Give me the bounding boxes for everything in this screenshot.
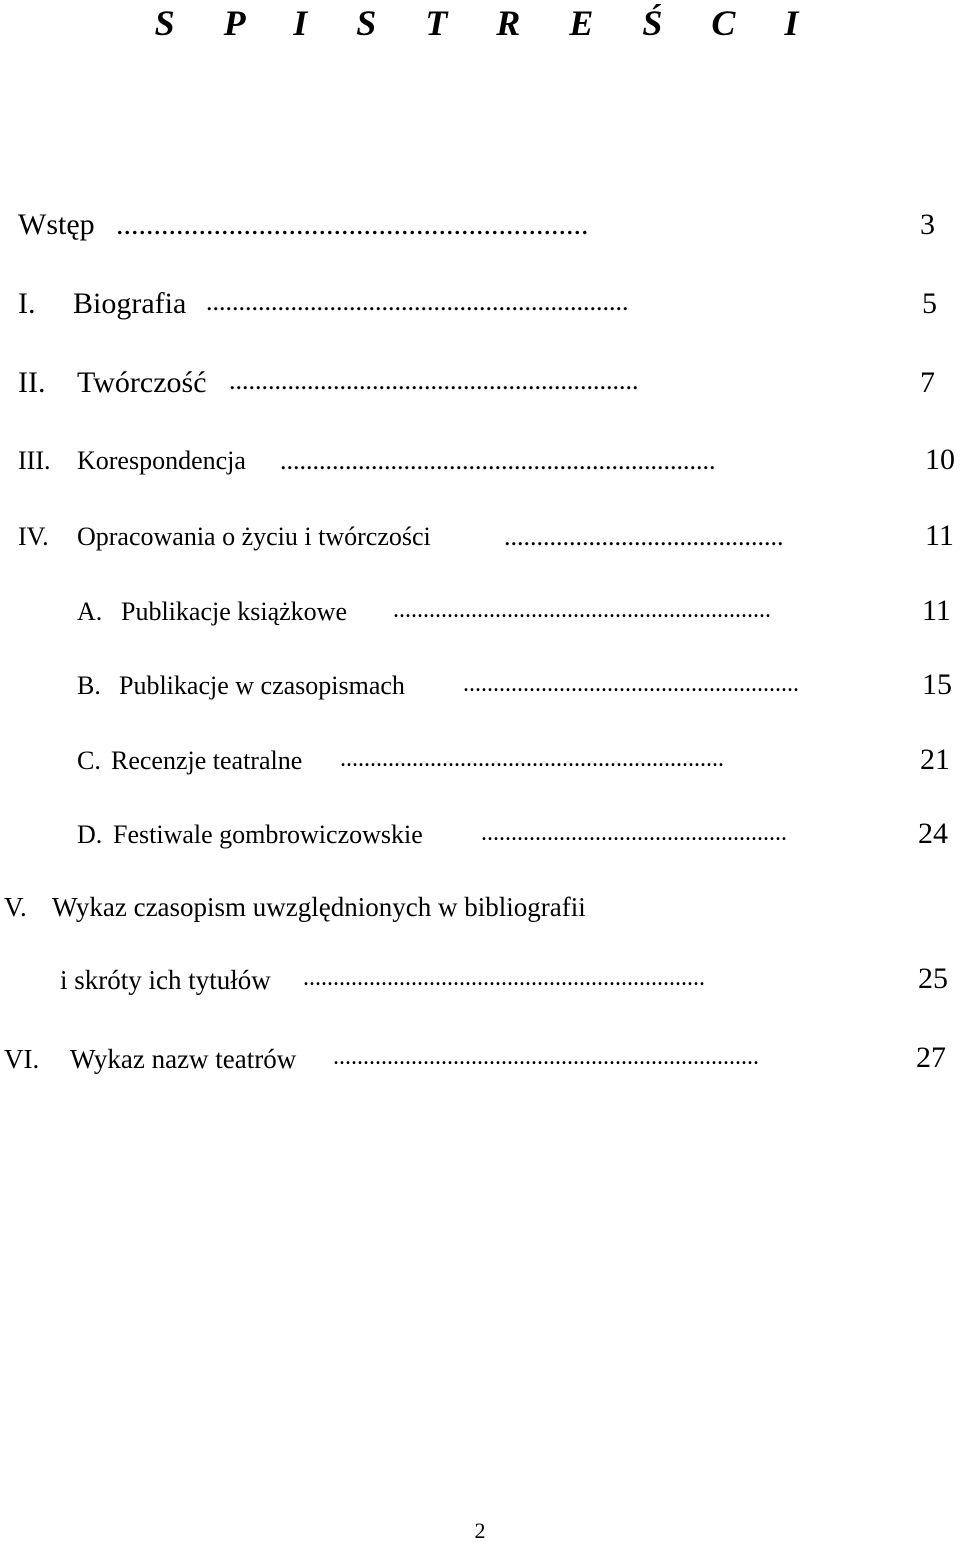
toc-number: V. <box>4 892 27 922</box>
toc-entry-publikacje-w-czasopismach <box>0 668 960 707</box>
toc-label: Publikacje w czasopismach <box>119 671 405 700</box>
toc-dots: ............................................................... <box>229 366 639 395</box>
toc-number: VI. <box>4 1044 40 1074</box>
toc-page: 5 <box>922 287 937 320</box>
toc-entry-publikacje-ksiazkowe <box>0 594 960 633</box>
toc-label: Wstęp <box>18 208 95 241</box>
toc-entry-wykaz-czasopism <box>0 892 960 930</box>
toc-number: IV. <box>18 522 49 551</box>
toc-entry-wykaz-teatrow <box>0 1041 960 1082</box>
toc-entry-biografia <box>0 287 960 327</box>
toc-page: 11 <box>925 519 954 552</box>
toc-label: Festiwale gombrowiczowskie <box>113 820 423 849</box>
toc-number: III. <box>18 446 51 475</box>
toc-number: I. <box>18 287 36 320</box>
toc-entry-festiwale <box>0 817 960 856</box>
toc-label: Wykaz nazw teatrów <box>70 1044 297 1074</box>
toc-entry-opracowania <box>0 519 960 558</box>
page-title: S P I S T R E Ś C I <box>154 3 806 43</box>
toc-number: II. <box>18 366 46 399</box>
toc-number: A. <box>77 597 103 626</box>
toc-label: Publikacje książkowe <box>121 597 347 626</box>
toc-page: 7 <box>920 366 935 399</box>
toc-number: D. <box>77 820 103 849</box>
toc-page: 21 <box>920 743 950 776</box>
toc-entry-recenzje-teatralne <box>0 743 960 782</box>
toc-page: 25 <box>918 962 948 995</box>
toc-label: Recenzje teatralne <box>111 746 303 775</box>
toc-dots: ............................................................... <box>116 208 589 241</box>
toc-label: Biografia <box>73 287 187 320</box>
toc-number: C. <box>77 746 101 775</box>
page-number: 2 <box>474 1518 486 1543</box>
toc-dots: ................................................................. <box>206 287 629 316</box>
toc-dots: ................................................................... <box>303 965 705 991</box>
toc-dots: ................................................................... <box>280 446 716 475</box>
toc-entry-wstep <box>0 208 960 248</box>
toc-dots: ................................................................ <box>340 746 724 772</box>
toc-page: 11 <box>922 594 951 627</box>
toc-page: 24 <box>918 817 948 850</box>
toc-label: Wykaz czasopism uwzględnionych w bibliografii <box>52 892 586 922</box>
toc-entry-tworczosc <box>0 366 960 406</box>
toc-dots: ........................................................ <box>463 671 799 697</box>
toc-label: i skróty ich tytułów <box>60 965 271 995</box>
toc-entry-skroty-tytulow <box>0 962 960 1003</box>
toc-page: 15 <box>922 668 952 701</box>
toc-label: Opracowania o życiu i twórczości <box>77 522 431 551</box>
toc-dots: ............................................................... <box>393 597 771 623</box>
toc-label: Korespondencja <box>77 446 246 475</box>
toc-number: B. <box>77 671 101 700</box>
toc-dots: ........................................... <box>504 522 784 551</box>
toc-page: 10 <box>925 443 955 476</box>
toc-page: 3 <box>920 208 935 241</box>
toc-dots: ................................................... <box>481 820 787 846</box>
toc-page: 27 <box>916 1041 946 1074</box>
toc-entry-korespondencja <box>0 443 960 482</box>
toc-dots: ....................................................................... <box>333 1044 759 1070</box>
toc-label: Twórczość <box>77 366 207 399</box>
